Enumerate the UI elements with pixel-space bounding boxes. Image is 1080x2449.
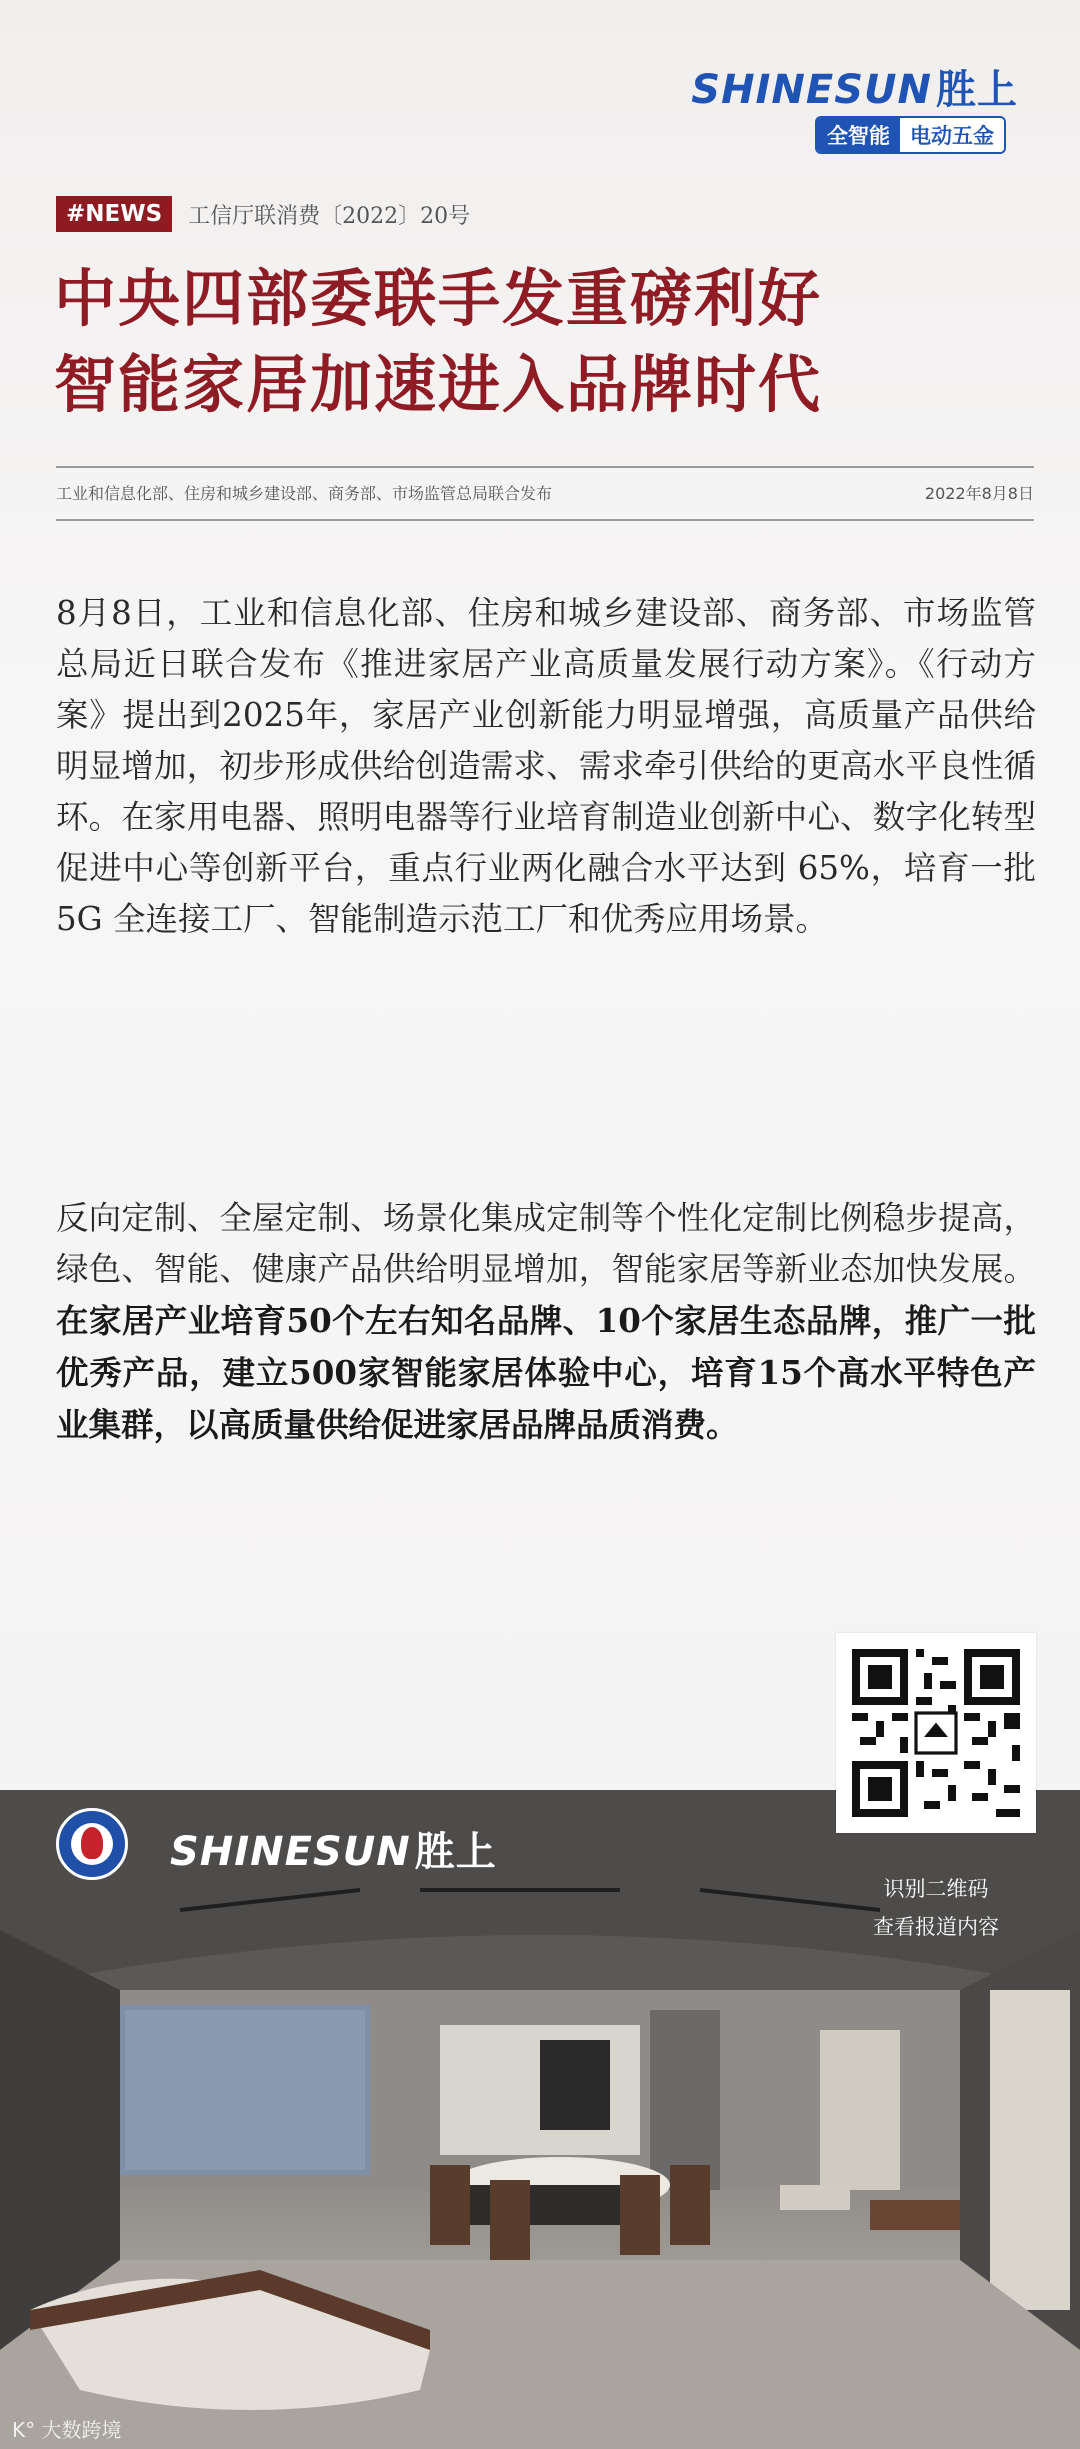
qr-code[interactable] xyxy=(836,1633,1036,1833)
scan-hint-line-2: 查看报道内容 xyxy=(873,1915,999,1939)
scan-hint-line-1: 识别二维码 xyxy=(883,1877,989,1901)
tagline-part2: 电动五金 xyxy=(900,118,1004,152)
qr-code-icon xyxy=(836,1633,1036,1833)
issuers-line: 工业和信息化部、住房和城乡建设部、商务部、市场监管总局联合发布 xyxy=(56,484,553,503)
document-number: 工信厅联消费〔2022〕20号 xyxy=(188,203,471,229)
showroom-logo: SHINESUN 胜上 xyxy=(170,1829,497,1875)
publish-date: 2022年8月8日 xyxy=(924,484,1034,503)
article-paragraph-2 xyxy=(56,1193,1036,1451)
divider-top xyxy=(56,466,1034,468)
paragraph-2-bold: 在家居产业培育50个左右知名品牌、10个家居生态品牌，推广一批优秀产品，建立500家智能家居体验中心，培育15个高水平特色产业集群，以高质量供给促进家居品牌品质消费。 xyxy=(56,1301,1036,1444)
tagline-part1: 全智能 xyxy=(817,118,900,152)
news-tag: #NEWS xyxy=(56,196,172,232)
news-header-row xyxy=(56,196,470,232)
headline-line-1: 中央四部委联手发重磅利好 xyxy=(54,262,823,335)
qr-scan-hint xyxy=(836,1870,1036,1946)
brand-logo: SHINESUN 胜上 xyxy=(691,67,1018,113)
paragraph-2-normal: 反向定制、全屋定制、场景化集成定制等个性化定制比例稳步提高，绿色、智能、健康产品供给明显增加，智能家居等新业态加快发展。 xyxy=(56,1199,1036,1288)
headline xyxy=(54,256,954,428)
brand-block xyxy=(678,58,1018,148)
association-emblem-icon xyxy=(56,1808,128,1880)
brand-tagline xyxy=(815,116,1006,154)
divider-bottom xyxy=(56,519,1034,521)
article-paragraph-1: 8月8日，工业和信息化部、住房和城乡建设部、商务部、市场监管总局近日联合发布《推进家居产业高质量发展行动方案》。《行动方案》提出到2025年，家居产业创新能力明显增强，高质量产品供给明显增加，初步形成供给创造需求、需求牵引供给的更高水平良性循环。在家用电器、照明电器等行业培育制造业创新中心、数字化转型促进中心等创新平台，重点行业两化融合水平达到 65%，培育一批 5G 全连接工厂、智能制造示范工厂和优秀应用场景。 xyxy=(56,594,1036,938)
headline-line-2: 智能家居加速进入品牌时代 xyxy=(54,348,823,421)
watermark: K° 大数跨境 xyxy=(12,2418,122,2442)
